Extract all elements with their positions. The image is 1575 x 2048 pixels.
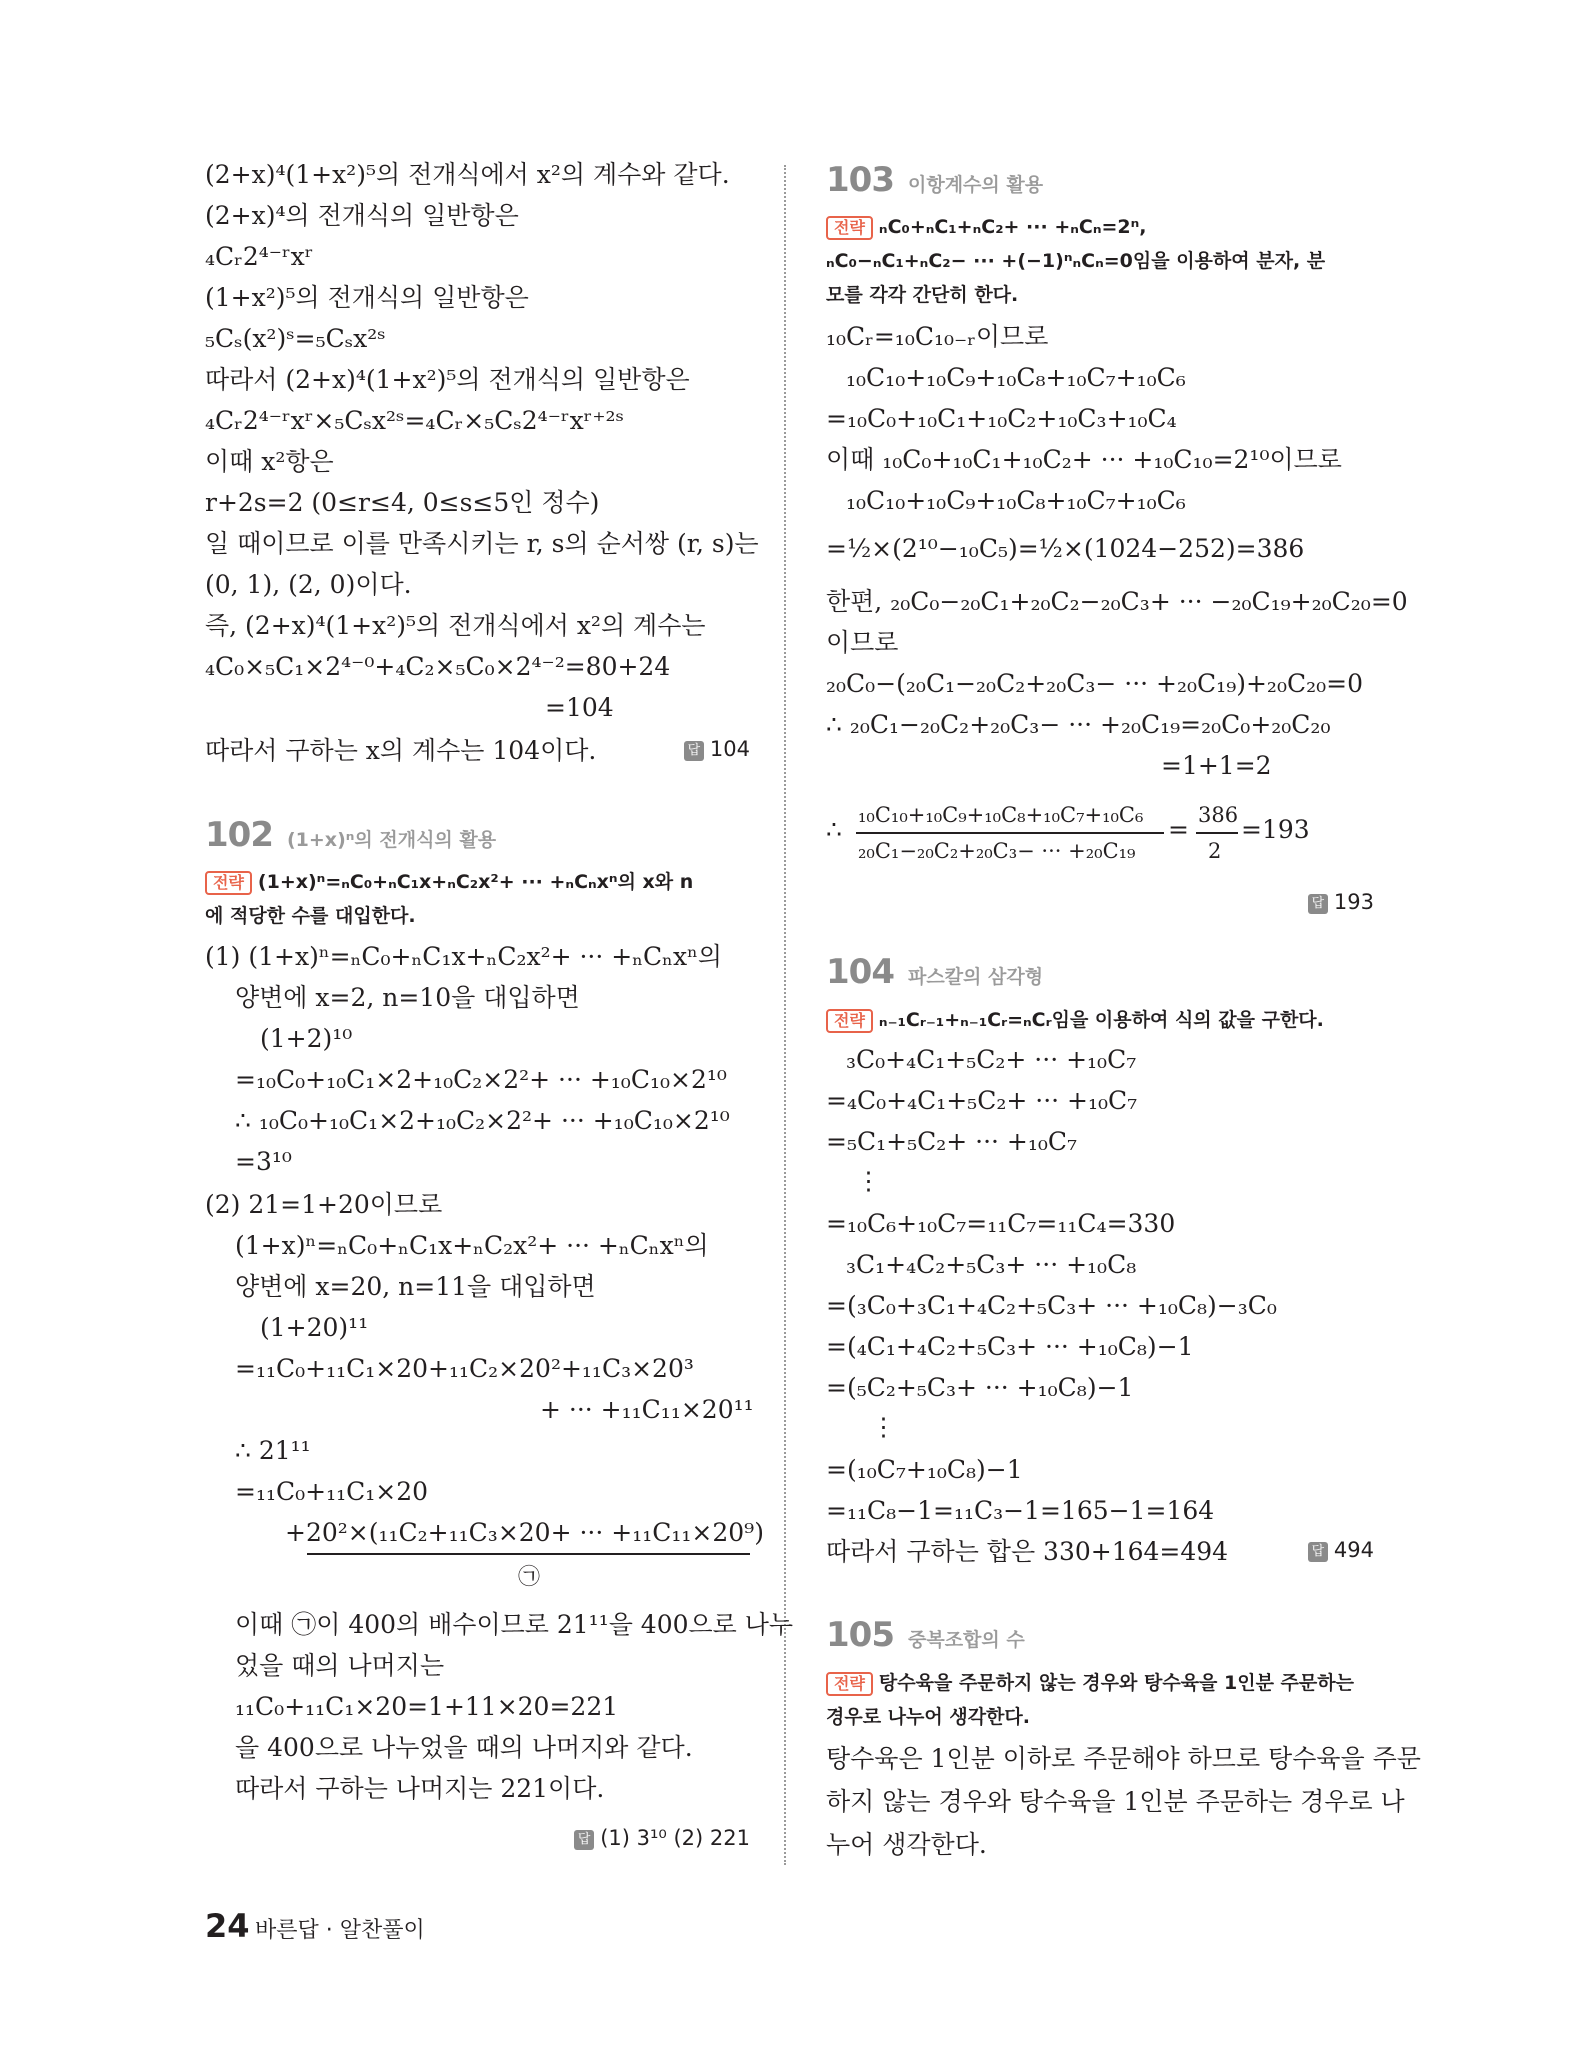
solution-line: 일 때이므로 이를 만족시키는 r, s의 순서쌍 (r, s)는: [205, 529, 759, 558]
fraction-numerator: ₁₀C₁₀+₁₀C₉+₁₀C₈+₁₀C₇+₁₀C₆: [858, 803, 1144, 827]
solution-line: =₁₀C₀+₁₀C₁+₁₀C₂+₁₀C₃+₁₀C₄: [826, 404, 1177, 433]
answer-icon: 답: [684, 741, 704, 761]
solution-line: ∴ ₂₀C₁−₂₀C₂+₂₀C₃− ··· +₂₀C₁₉=₂₀C₀+₂₀C₂₀: [826, 710, 1331, 739]
solution-line: ₁₀C₁₀+₁₀C₉+₁₀C₈+₁₀C₇+₁₀C₆: [846, 486, 1186, 515]
solution-line: ∴ ₁₀C₀+₁₀C₁×2+₁₀C₂×2²+ ··· +₁₀C₁₀×2¹⁰: [235, 1106, 730, 1135]
solution-line: 따라서 구하는 나머지는 221이다.: [235, 1774, 605, 1803]
solution-line: 이때 ₁₀C₀+₁₀C₁+₁₀C₂+ ··· +₁₀C₁₀=2¹⁰이므로: [826, 445, 1342, 474]
solution-line: (1+20)¹¹: [260, 1313, 369, 1342]
problem-103-header: [826, 160, 1043, 200]
solution-line: ₃C₁+₄C₂+₅C₃+ ··· +₁₀C₈: [846, 1250, 1137, 1279]
solution-line: +20²×(₁₁C₂+₁₁C₃×20+ ··· +₁₁C₁₁×20⁹): [285, 1518, 764, 1547]
vertical-ellipsis: ⋮: [871, 1412, 896, 1441]
solution-line: =(₅C₂+₅C₃+ ··· +₁₀C₈)−1: [826, 1373, 1134, 1402]
solution-line: =₁₀C₆+₁₀C₇=₁₁C₇=₁₁C₄=330: [826, 1209, 1176, 1238]
solution-line: ₁₀Cᵣ=₁₀C₁₀₋ᵣ이므로: [826, 322, 1049, 351]
solution-line: =(₄C₁+₄C₂+₅C₃+ ··· +₁₀C₈)−1: [826, 1332, 1194, 1361]
strategy-tag: 전략: [826, 216, 873, 240]
problem-number: 104: [826, 952, 894, 992]
problem-title: 중복조합의 수: [907, 1629, 1025, 1651]
fraction-bar: [1196, 832, 1238, 834]
solution-line: (0, 1), (2, 0)이다.: [205, 570, 412, 599]
solution-line: =₅C₁+₅C₂+ ··· +₁₀C₇: [826, 1127, 1078, 1156]
solution-line: =₁₁C₀+₁₁C₁×20: [235, 1477, 429, 1506]
fraction-denominator: ₂₀C₁−₂₀C₂+₂₀C₃− ··· +₂₀C₁₉: [858, 839, 1136, 863]
solution-line: =(₃C₀+₃C₁+₄C₂+₅C₃+ ··· +₁₀C₈)−₃C₀: [826, 1291, 1277, 1320]
solution-line: ₂₀C₀−(₂₀C₁−₂₀C₂+₂₀C₃− ··· +₂₀C₁₉)+₂₀C₂₀=0: [826, 669, 1363, 698]
solution-line: =104: [545, 693, 614, 722]
footer-title: 바른답 · 알찬풀이: [255, 1918, 425, 1943]
solution-line: (1+x²)⁵의 전개식의 일반항은: [205, 283, 529, 312]
problem-title: 이항계수의 활용: [907, 174, 1044, 196]
solution-line: 따라서 구하는 합은 330+164=494: [826, 1537, 1229, 1566]
problem-number: 102: [205, 815, 273, 855]
answer-103: [1308, 890, 1374, 914]
solution-line: 즉, (2+x)⁴(1+x²)⁵의 전개식에서 x²의 계수는: [205, 611, 706, 640]
answer-icon: 답: [1308, 1542, 1328, 1562]
strategy-text: (1+x)ⁿ=ₙC₀+ₙC₁x+ₙC₂x²+ ··· +ₙCₙxⁿ의 x와 n: [257, 871, 694, 893]
problem-104-header: [826, 952, 1043, 992]
answer-101: [684, 737, 750, 761]
strategy-105: [826, 1668, 1354, 1698]
answer-value: (1) 3¹⁰ (2) 221: [600, 1826, 750, 1850]
solution-line: =₁₀C₀+₁₀C₁×2+₁₀C₂×2²+ ··· +₁₀C₁₀×2¹⁰: [235, 1065, 727, 1094]
answer-104: [1308, 1538, 1374, 1562]
solution-line: 이므로: [826, 628, 899, 657]
strategy-text: ₙC₀+ₙC₁+ₙC₂+ ··· +ₙCₙ=2ⁿ,: [878, 216, 1147, 238]
solution-line: 었을 때의 나머지는: [235, 1651, 445, 1680]
answer-value: 193: [1333, 890, 1374, 914]
solution-line: 따라서 구하는 x의 계수는 104이다.: [205, 736, 597, 765]
page-number: 24: [205, 1907, 250, 1945]
solution-line: =₁₁C₈−1=₁₁C₃−1=165−1=164: [826, 1496, 1215, 1525]
solution-line: =½×(2¹⁰−₁₀C₅)=½×(1024−252)=386: [826, 534, 1305, 563]
solution-line: ₄Cᵣ2⁴⁻ʳxʳ×₅Cₛx²ˢ=₄Cᵣ×₅Cₛ2⁴⁻ʳxʳ⁺²ˢ: [205, 406, 624, 435]
solution-line: 한편, ₂₀C₀−₂₀C₁+₂₀C₂−₂₀C₃+ ··· −₂₀C₁₉+₂₀C₂₀=0: [826, 587, 1408, 616]
therefore-symbol: ∴: [826, 815, 842, 844]
solution-line: 누어 생각한다.: [826, 1830, 987, 1859]
strategy-tag: 전략: [826, 1672, 873, 1696]
strategy-tag: 전략: [205, 871, 252, 895]
strategy-102-cont: 에 적당한 수를 대입한다.: [205, 905, 416, 927]
solution-line: ₅Cₛ(x²)ˢ=₅Cₛx²ˢ: [205, 324, 386, 353]
equals-sign: =: [1168, 815, 1189, 844]
answer-value: 104: [709, 737, 750, 761]
solution-line: 탕수육은 1인분 이하로 주문해야 하므로 탕수육을 주문: [826, 1744, 1421, 1773]
answer-icon: 답: [1308, 894, 1328, 914]
strategy-103-cont: ₙC₀−ₙC₁+ₙC₂− ··· +(−1)ⁿₙCₙ=0임을 이용하여 분자, 분: [826, 250, 1326, 272]
strategy-105-cont: 경우로 나누어 생각한다.: [826, 1706, 1030, 1728]
solution-line: ₁₁C₀+₁₁C₁×20=1+11×20=221: [235, 1692, 619, 1721]
problem-title: (1+x)ⁿ의 전개식의 활용: [286, 829, 497, 851]
answer-102: [574, 1826, 750, 1850]
problem-102-header: [205, 815, 496, 855]
solution-line: 따라서 (2+x)⁴(1+x²)⁵의 전개식의 일반항은: [205, 365, 690, 394]
solution-line: (2+x)⁴(1+x²)⁵의 전개식에서 x²의 계수와 같다.: [205, 160, 730, 189]
fraction-bar: [856, 832, 1164, 834]
answer-value: 494: [1333, 1538, 1374, 1562]
solution-line: ₄Cᵣ2⁴⁻ʳxʳ: [205, 242, 314, 271]
problem-title: 파스칼의 삼각형: [907, 966, 1044, 988]
circled-label: ㉠: [518, 1565, 541, 1590]
solution-line: 양변에 x=2, n=10을 대입하면: [235, 983, 580, 1012]
solution-line: =1+1=2: [1161, 751, 1272, 780]
solution-line: (2+x)⁴의 전개식의 일반항은: [205, 201, 519, 230]
solution-line: (2) 21=1+20이므로: [205, 1190, 443, 1219]
solution-line: =(₁₀C₇+₁₀C₈)−1: [826, 1455, 1023, 1484]
solution-line: 양변에 x=20, n=11을 대입하면: [235, 1272, 596, 1301]
answer-icon: 답: [574, 1830, 594, 1850]
strategy-102: [205, 867, 693, 897]
solution-line: r+2s=2 (0≤r≤4, 0≤s≤5인 정수): [205, 488, 600, 517]
solution-line: =₄C₀+₄C₁+₅C₂+ ··· +₁₀C₇: [826, 1086, 1138, 1115]
strategy-text: ₙ₋₁Cᵣ₋₁+ₙ₋₁Cᵣ=ₙCᵣ임을 이용하여 식의 값을 구한다.: [878, 1009, 1324, 1031]
fraction-result: =193: [1241, 815, 1310, 844]
solution-line: ₃C₀+₄C₁+₅C₂+ ··· +₁₀C₇: [846, 1045, 1137, 1074]
solution-line: (1+x)ⁿ=ₙC₀+ₙC₁x+ₙC₂x²+ ··· +ₙCₙxⁿ의: [235, 1231, 709, 1260]
solution-line: 이때 x²항은: [205, 447, 334, 476]
fraction-numerator: 386: [1198, 803, 1239, 827]
solution-line: =3¹⁰: [235, 1147, 292, 1176]
solution-line: (1) (1+x)ⁿ=ₙC₀+ₙC₁x+ₙC₂x²+ ··· +ₙCₙxⁿ의: [205, 942, 723, 971]
strategy-104: [826, 1005, 1324, 1035]
solution-line: ₁₀C₁₀+₁₀C₉+₁₀C₈+₁₀C₇+₁₀C₆: [846, 363, 1186, 392]
strategy-103: [826, 212, 1147, 242]
fraction-denominator: 2: [1208, 839, 1222, 863]
strategy-tag: 전략: [826, 1009, 873, 1033]
problem-number: 103: [826, 160, 894, 200]
solution-line: 을 400으로 나누었을 때의 나머지와 같다.: [235, 1733, 693, 1762]
underbrace-line: [307, 1553, 750, 1555]
strategy-text: 탕수육을 주문하지 않는 경우와 탕수육을 1인분 주문하는: [878, 1672, 1354, 1694]
strategy-103-cont: 모를 각각 간단히 한다.: [826, 284, 1019, 306]
problem-105-header: [826, 1615, 1025, 1655]
solution-line: 하지 않는 경우와 탕수육을 1인분 주문하는 경우로 나: [826, 1787, 1405, 1816]
solution-line: (1+2)¹⁰: [260, 1024, 353, 1053]
solution-line: + ··· +₁₁C₁₁×20¹¹: [540, 1395, 754, 1424]
solution-line: =₁₁C₀+₁₁C₁×20+₁₁C₂×20²+₁₁C₃×20³: [235, 1354, 694, 1383]
solution-line: 이때 ㉠이 400의 배수이므로 21¹¹을 400으로 나누: [235, 1610, 794, 1639]
problem-number: 105: [826, 1615, 894, 1655]
solution-line: ₄C₀×₅C₁×2⁴⁻⁰+₄C₂×₅C₀×2⁴⁻²=80+24: [205, 652, 671, 681]
vertical-ellipsis: ⋮: [856, 1166, 881, 1195]
solution-line: ∴ 21¹¹: [235, 1436, 311, 1465]
